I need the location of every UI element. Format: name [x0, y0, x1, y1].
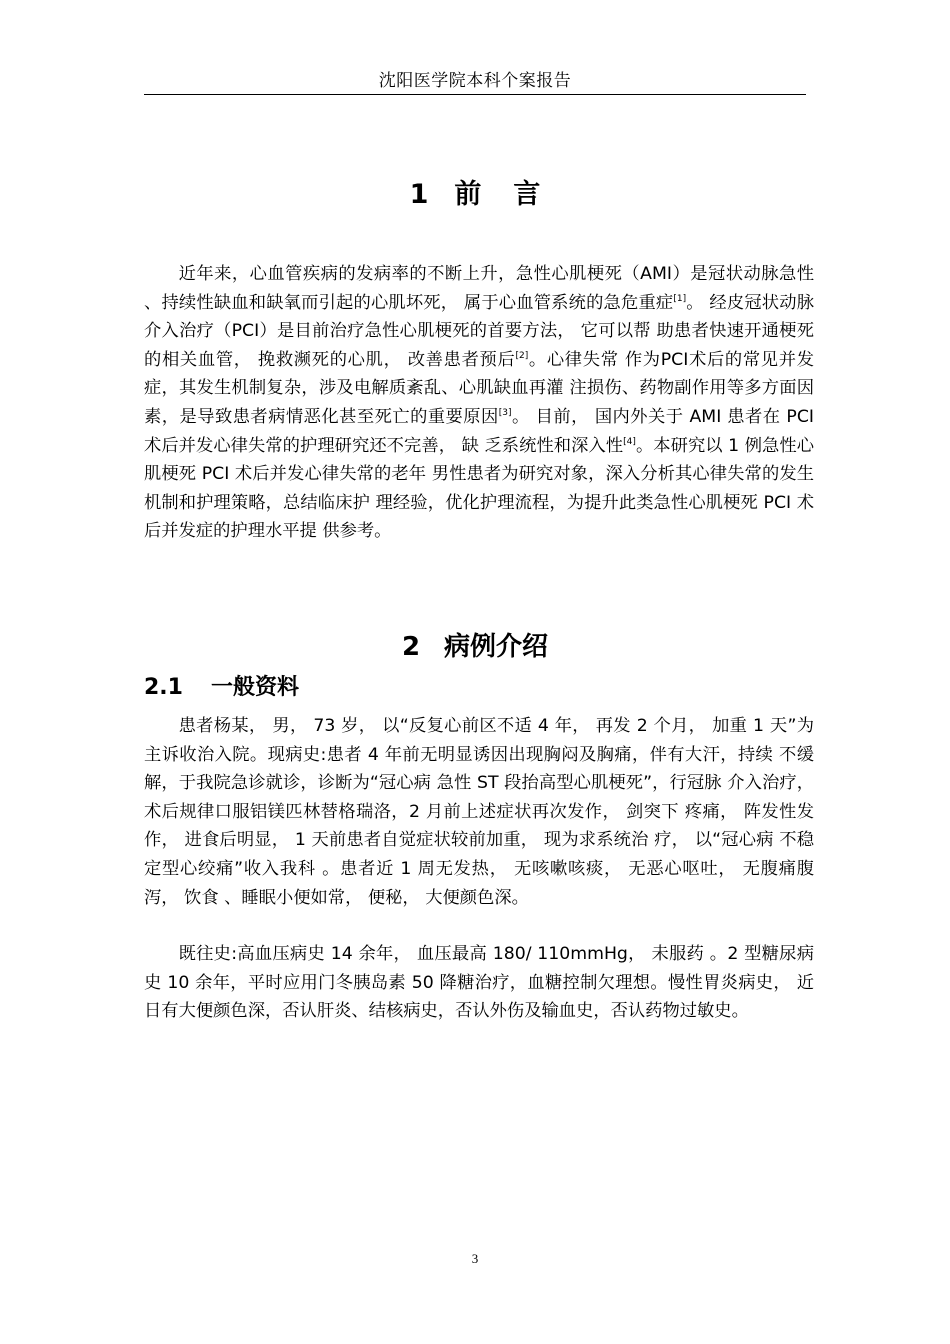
- page-number: 3: [471, 1251, 479, 1266]
- paragraph-text: 。 目前， 国内外关于 AMI 患者在 PCI 术后并发心律失常的护理研究还不完善， 缺 乏系统性和深入性: [144, 406, 814, 456]
- paragraph-text: 。本研究以 1 例急性心肌梗死 PCI 术后并发心律失常的老年 男性患者为研究对象，深入分析其心律失常的发生机制和护理策略，总结临床护 理经验，优化护理流程，为提升此类急性心肌梗死 PCI 术后并发症的护理水平提 供参考。: [144, 435, 814, 542]
- running-header: 沈阳医学院本科个案报告: [378, 71, 572, 91]
- header-rule: [144, 94, 806, 95]
- subsection-title: 一般资料: [210, 675, 299, 700]
- paragraph-text: 。心律失常 作为PCI术后的常见并发症，其发生机制复杂，涉及电解质紊乱、心肌缺血再灌 注损伤、药物副作用等多方面因素，是导致患者病情恶化甚至死亡的重要原因: [144, 349, 815, 427]
- citation-4: [4]: [623, 436, 636, 447]
- section-1-heading: [144, 172, 806, 211]
- case-history-paragraph: 患者杨某， 男， 73 岁， 以“反复心前区不适 4 年， 再发 2 个月， 加重 1 天”为 主诉收治入院。现病史:患者 4 年前无明显诱因出现胸闷及胸痛，伴有大汗，持续 不缓解，于我院急诊就诊，诊断为“冠心病 急性 ST 段抬高型心肌梗死”，行冠脉 介入治疗， 术后规律口服铝镁匹林替格瑞洛，2 月前上述症状再次发作， 剑突下 疼痛， 阵发性发作， 进食后明显， 1 天前患者自觉症状较前加重， 现为求系统治 疗， 以“冠心病 不稳定型心绞痛”收入我科 。患者近 1 周无发热， 无咳嗽咳痰， 无恶心呕吐， 无腹痛腹泻， 饮食 、睡眠小便如常， 便秘， 大便颜色深。: [144, 716, 814, 908]
- citation-1: [1]: [673, 293, 687, 304]
- paragraph-text: 近年来，心血管疾病的发病率的不断上升，急性心肌梗死（AMI）是冠状动脉急性 、持续性缺血和缺氧而引起的心肌坏死， 属于心血管系统的急危重症: [144, 264, 814, 313]
- section-2-heading: [144, 626, 806, 663]
- subsection-2-1-heading: [144, 670, 299, 701]
- section-2-title: 病例介绍: [444, 632, 549, 662]
- section-1-number: 1: [409, 179, 429, 210]
- section-2-number: 2: [401, 632, 421, 662]
- citation-3: [3]: [498, 407, 512, 418]
- subsection-number: 2.1: [144, 675, 183, 700]
- citation-2: [2]: [515, 350, 529, 361]
- paragraph-text: 。 经皮冠状动脉介入治疗（PCI）是目前治疗急性心肌梗死的首要方法， 它可以帮 助患者快速开通梗死的相关血管， 挽救濒死的心肌， 改善患者预后: [144, 292, 814, 370]
- introduction-paragraph: [144, 260, 814, 546]
- section-1-title-part-2: 言: [513, 179, 541, 210]
- section-1-title-part-1: 前: [454, 179, 482, 210]
- past-history-paragraph: 既往史:高血压病史 14 余年， 血压最高 180/ 110mmHg， 未服药 。2 型糖尿病 史 10 余年，平时应用门冬胰岛素 50 降糖治疗，血糖控制欠理想。慢性胃炎病史， 近日有大便颜色深，否认肝炎、结核病史，否认外伤及输血史，否认药物过敏史。: [144, 944, 814, 1022]
